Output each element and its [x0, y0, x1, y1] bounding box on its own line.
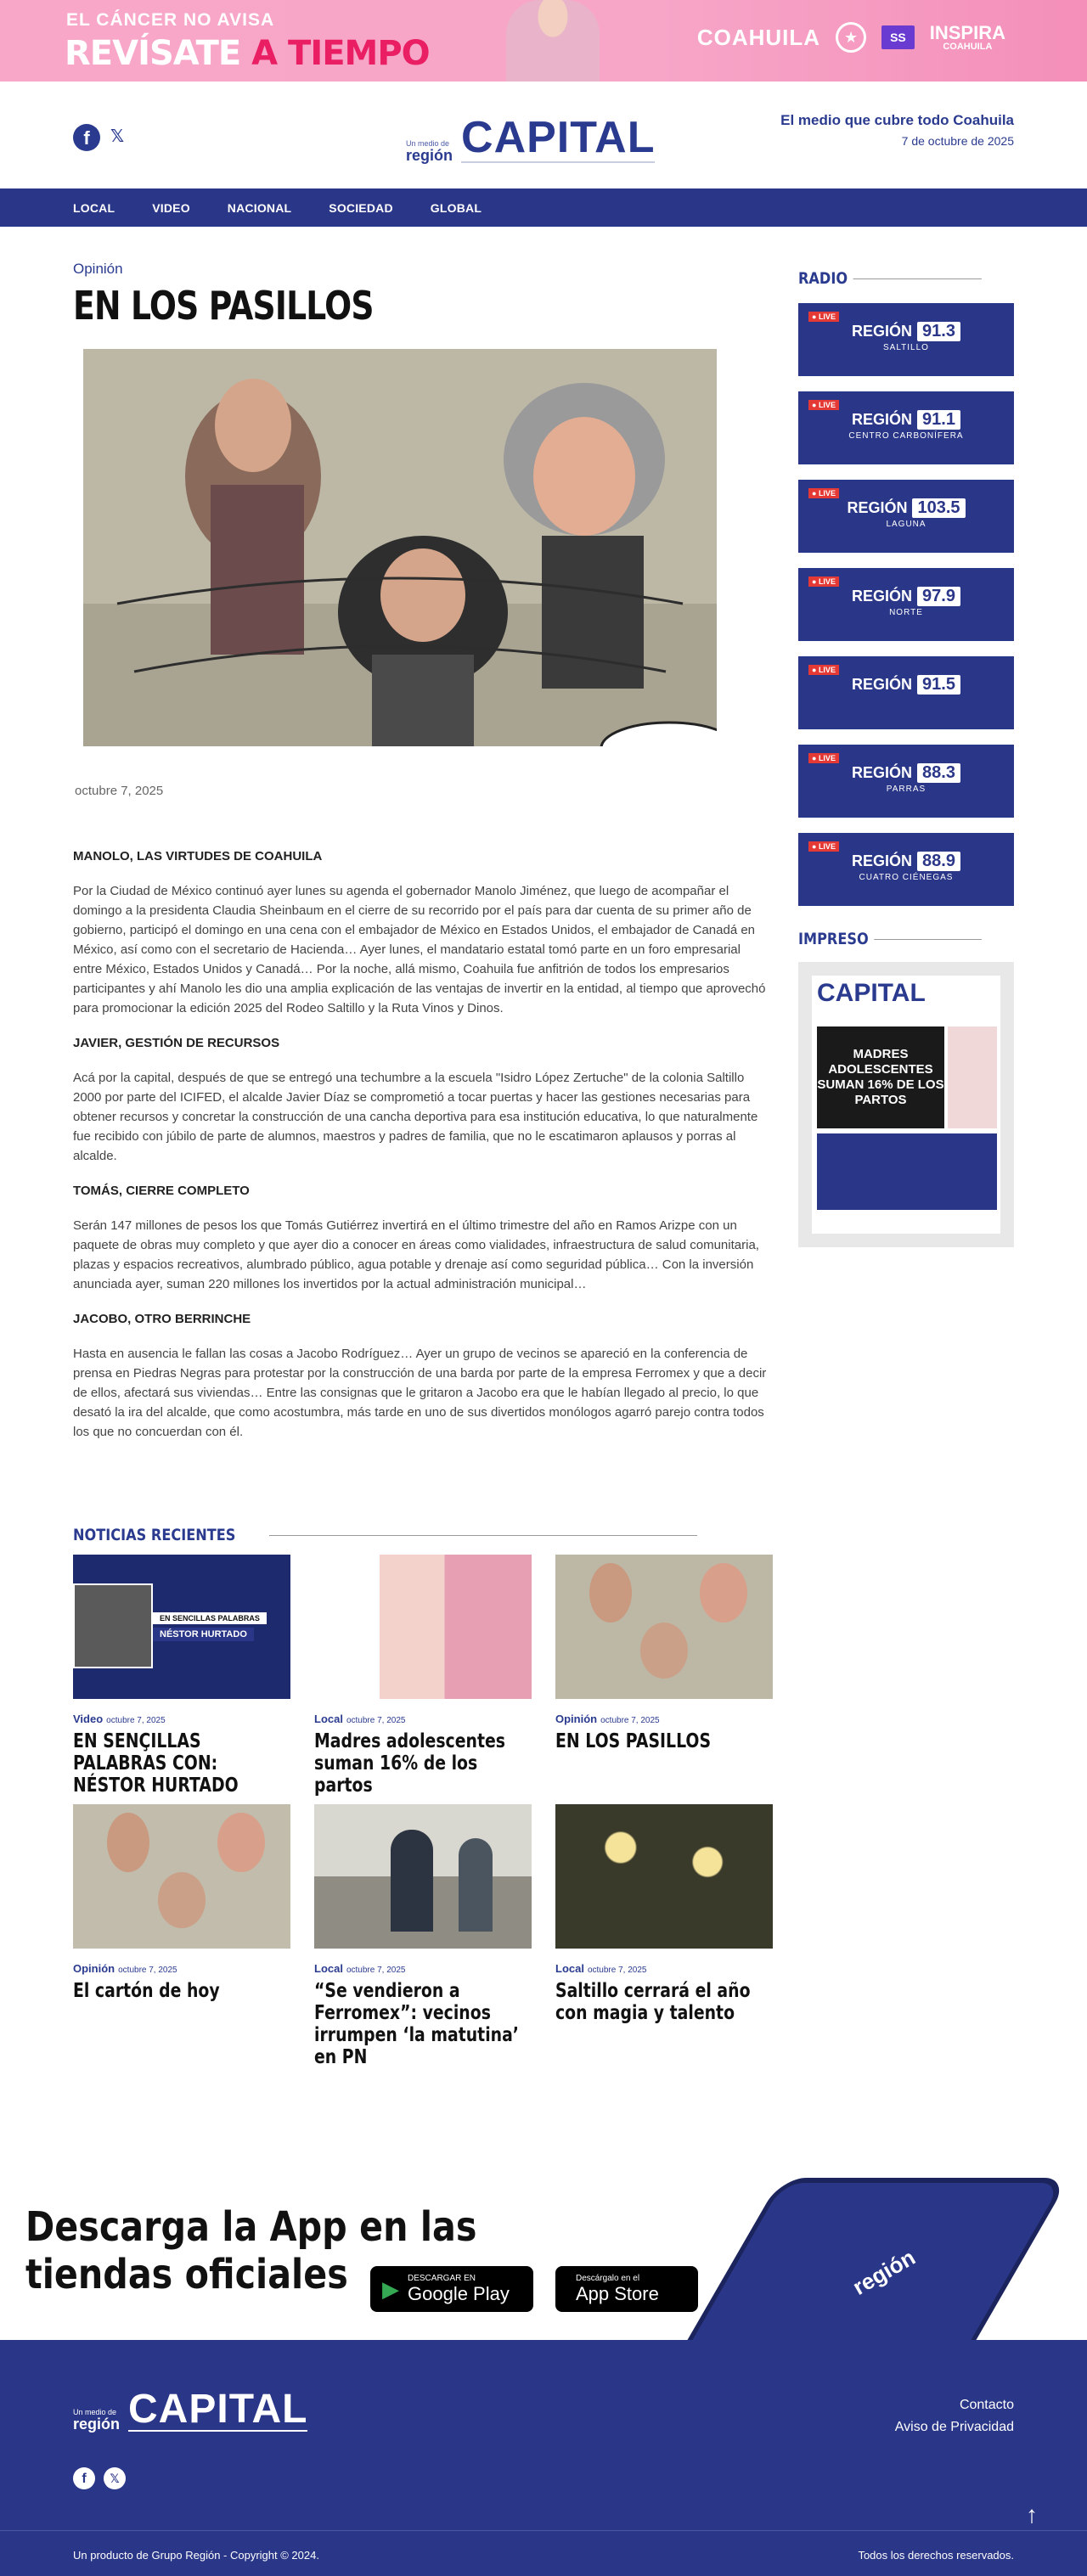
banner-logos: [697, 22, 1005, 53]
footer-link-contacto[interactable]: Contacto: [959, 2398, 1014, 2412]
thumb-name: NÉSTOR HURTADO: [153, 1628, 254, 1641]
footer-logo[interactable]: [73, 2389, 307, 2432]
capital-logo: CAPITAL: [461, 113, 656, 162]
app-download-section: [0, 2161, 1087, 2340]
section-heading: JAVIER, GESTIÓN DE RECURSOS: [73, 1036, 280, 1050]
news-card[interactable]: [73, 1804, 290, 2002]
recent-news-title: NOTICIAS RECIENTES: [73, 1526, 773, 1544]
news-thumbnail[interactable]: [73, 1804, 290, 1949]
radio-station-card[interactable]: [798, 303, 1014, 376]
inspira-logo: INSPIRA COAHUILA: [929, 21, 1005, 52]
nav-item-sociedad[interactable]: SOCIEDAD: [329, 200, 393, 215]
newspaper-cover: [812, 976, 1000, 1234]
phone-logo: región: [848, 2244, 920, 2300]
site-footer: [0, 2340, 1087, 2576]
banner-woman-image: [506, 0, 600, 82]
station-label: REGIÓN 91.1 CENTRO CARBONÍFERA: [848, 410, 964, 441]
live-badge: ● LIVE: [808, 665, 839, 675]
paper-masthead: CAPITAL: [817, 979, 926, 1007]
paper-side-image: [948, 1026, 997, 1128]
news-card[interactable]: [73, 1555, 290, 1797]
print-edition-cover[interactable]: [798, 962, 1014, 1247]
article-category[interactable]: Opinión: [73, 261, 123, 277]
news-title[interactable]: El cartón de hoy: [73, 1980, 220, 2002]
article-body: [73, 846, 773, 1457]
section-text: Hasta en ausencia le fallan las cosas a Jacobo Rodríguez… Ayer un grupo de vecinos se apareció en la conferencia de prensa en Piedras Negras para protestar por la construcción de una barda por parte de la empresa Ferromex y que a decir de ellos, afectará sus viviendas… Entre las consignas que le gritaron a Jacobo era que le habían llegado al precio, lo que desató la ira del alcalde, que como acostumbra, más tarde en uno de sus divertidos monólogos agarró parejo contra todos los que no concuerdan con él.: [73, 1347, 767, 1439]
news-card[interactable]: [555, 1804, 773, 2024]
article-title: EN LOS PASILLOS: [73, 283, 374, 329]
footer-capital-logo: CAPITAL: [128, 2387, 308, 2432]
news-card[interactable]: [314, 1804, 532, 2068]
google-play-icon: ▶: [382, 2275, 399, 2302]
live-badge: ● LIVE: [808, 400, 839, 410]
banner-line1: EL CÁNCER NO AVISA: [66, 10, 275, 30]
station-label: REGIÓN 88.3 PARRAS: [798, 763, 1014, 794]
ss-logo: SS: [881, 25, 915, 49]
footer-rights: Todos los derechos reservados.: [858, 2549, 1014, 2562]
station-label: REGIÓN 103.5 LAGUNA: [798, 498, 1014, 529]
nav-item-global[interactable]: GLOBAL: [430, 200, 482, 215]
news-meta: Video octubre 7, 2025: [73, 1713, 166, 1725]
app-download-title: Descarga la App en las tiendas oficiales: [25, 2203, 477, 2298]
news-title[interactable]: Saltillo cerrará el año con magia y talento: [555, 1980, 751, 2024]
radio-station-card[interactable]: [798, 745, 1014, 818]
article: [73, 261, 773, 1439]
news-thumbnail[interactable]: [73, 1555, 290, 1699]
news-thumbnail[interactable]: [555, 1804, 773, 1949]
news-meta: Local octubre 7, 2025: [555, 1962, 647, 1975]
radio-station-card[interactable]: [798, 391, 1014, 464]
news-title[interactable]: “Se vendieron a Ferromex”: vecinos irrumpen ‘la matutina’ en PN: [314, 1980, 519, 2068]
live-badge: ● LIVE: [808, 488, 839, 498]
article-hero-cartoon: [83, 349, 717, 746]
section-text: Por la Ciudad de México continuó ayer lunes su agenda el gobernador Manolo Jiménez, que luego de acompañar el domingo a la presidenta Claudia Sheinbaum en el cierre de su recorrido por el país para dar cuenta de su primer año de gobierno, participó el domingo en una cena con el embajador de México en Estados Unidos, el embajador de Canadá en México, así como con el secretario de Hacienda… Ayer lunes, el mandatario estatal tomó parte en un foro empresarial entre México, Estados Unidos y Canadá… Por la noche, allá mismo, Coahuila fue anfitrión de todos los empresarios participantes y ahí Manolo les dio una amplia explicación de las ventajas de invertir en la entidad, al tiempo que aprovechó para promocionar la edición 2025 del Rodeo Saltillo y la Ruta Vinos y Dinos.: [73, 884, 766, 1015]
live-badge: ● LIVE: [808, 753, 839, 763]
radio-section-title: RADIO: [798, 269, 982, 288]
news-thumbnail[interactable]: [314, 1804, 532, 1949]
impreso-section-title: IMPRESO: [798, 930, 982, 948]
live-badge: ● LIVE: [808, 841, 839, 852]
section-text: Serán 147 millones de pesos los que Tomás Gutiérrez invertirá en el último trimestre del año en Ramos Arizpe con un paquete de obras muy completo y que ayer dio a conocer en áreas como vialidades, infraestructura de salud comunitaria, plazas y espacios recreativos, alumbrado público, agua potable y drenaje así como seguridad pública… Con la inversión anunciada ayer, suman 220 millones los invertidos por la actual administración municipal…: [73, 1218, 759, 1291]
footer-links: [895, 2394, 1014, 2438]
coahuila-logo: COAHUILA: [696, 24, 821, 50]
news-meta: Opinión octubre 7, 2025: [555, 1713, 660, 1725]
news-meta: Opinión octubre 7, 2025: [73, 1962, 177, 1975]
app-store-button[interactable]: Descárgalo en el App Store: [555, 2266, 698, 2312]
thumb-caption: EN SENCILLAS PALABRAS: [153, 1612, 267, 1624]
news-meta: Local octubre 7, 2025: [314, 1713, 406, 1725]
radio-station-card[interactable]: [798, 568, 1014, 641]
section-text: Acá por la capital, después de que se entregó una techumbre a la escuela "Isidro López Zertuche" de la colonia Saltillo 2000 por parte del ICIFED, el alcalde Javier Díaz se comprometió a tocar puertas y hacer las gestiones necesarias para obtener recursos y concretar la construcción de una cancha deportiva para esa institución educativa, lo que naturalmente fue recibido con júbilo de parte de alumnos, maestros y padres de familia, que no le escatimaron aplausos y porras al alcalde.: [73, 1071, 758, 1163]
x-icon[interactable]: 𝕏: [110, 127, 125, 146]
facebook-icon[interactable]: f: [73, 2467, 95, 2489]
header-date: 7 de octubre de 2025: [901, 134, 1014, 148]
site-logo[interactable]: [406, 115, 655, 163]
station-label: REGIÓN 91.5: [798, 675, 1014, 696]
scroll-top-arrow-icon[interactable]: ↑: [1026, 2501, 1038, 2528]
phone-mockup: [683, 2178, 1069, 2348]
paper-headline: MADRES ADOLESCENTES SUMAN 16% DE LOS PARTOS: [817, 1026, 944, 1128]
station-label: REGIÓN 88.9 CUATRO CIÉNEGAS: [798, 852, 1014, 882]
news-thumbnail[interactable]: [555, 1555, 773, 1699]
footer-copyright: Un producto de Grupo Región - Copyright © 2024.: [73, 2549, 319, 2562]
facebook-icon[interactable]: f: [73, 124, 100, 151]
radio-station-card[interactable]: [798, 656, 1014, 729]
nav-item-video[interactable]: VIDEO: [152, 200, 190, 215]
star-icon: ★: [836, 22, 866, 53]
radio-station-card[interactable]: [798, 480, 1014, 553]
sidebar: [798, 269, 1014, 1247]
section-heading: TOMÁS, CIERRE COMPLETO: [73, 1184, 250, 1198]
main-nav: [0, 188, 1087, 227]
station-label: REGIÓN 91.3 SALTILLO: [798, 322, 1014, 352]
news-meta: Local octubre 7, 2025: [314, 1962, 406, 1975]
station-label: REGIÓN 97.9 NORTE: [798, 587, 1014, 617]
news-card[interactable]: [314, 1555, 532, 1797]
recent-news-section: [73, 1526, 773, 2068]
section-heading: JACOBO, OTRO BERRINCHE: [73, 1312, 251, 1326]
radio-station-card[interactable]: [798, 833, 1014, 906]
footer-divider: [0, 2530, 1087, 2531]
region-logo: Un medio de región: [406, 139, 453, 164]
live-badge: ● LIVE: [808, 312, 839, 322]
news-card[interactable]: [555, 1555, 773, 1752]
nav-item-nacional[interactable]: NACIONAL: [227, 200, 292, 215]
news-title[interactable]: Madres adolescentes suman 16% de los partos: [314, 1730, 505, 1797]
news-title[interactable]: EN SENÇILLAS PALABRAS CON: NÉSTOR HURTADO: [73, 1730, 239, 1797]
news-thumbnail[interactable]: [314, 1555, 532, 1699]
banner-line2: REVÍSATE A TIEMPO: [65, 34, 430, 73]
x-icon[interactable]: 𝕏: [104, 2467, 126, 2489]
footer-link-privacidad[interactable]: Aviso de Privacidad: [894, 2420, 1014, 2434]
live-badge: ● LIVE: [808, 577, 839, 587]
section-heading: MANOLO, LAS VIRTUDES DE COAHUILA: [73, 849, 323, 863]
top-ad-banner[interactable]: [0, 0, 1087, 82]
article-date: octubre 7, 2025: [75, 784, 164, 798]
site-header: [0, 82, 1087, 188]
paper-bottom-image: [817, 1133, 997, 1210]
presenter-photo: [73, 1583, 153, 1668]
news-title[interactable]: EN LOS PASILLOS: [555, 1730, 712, 1752]
nav-item-local[interactable]: LOCAL: [73, 200, 115, 215]
site-tagline: El medio que cubre todo Coahuila: [780, 112, 1014, 128]
footer-region-logo: Un medio de región: [73, 2408, 121, 2433]
google-play-button[interactable]: ▶ DESCARGAR EN Google Play: [370, 2266, 533, 2312]
